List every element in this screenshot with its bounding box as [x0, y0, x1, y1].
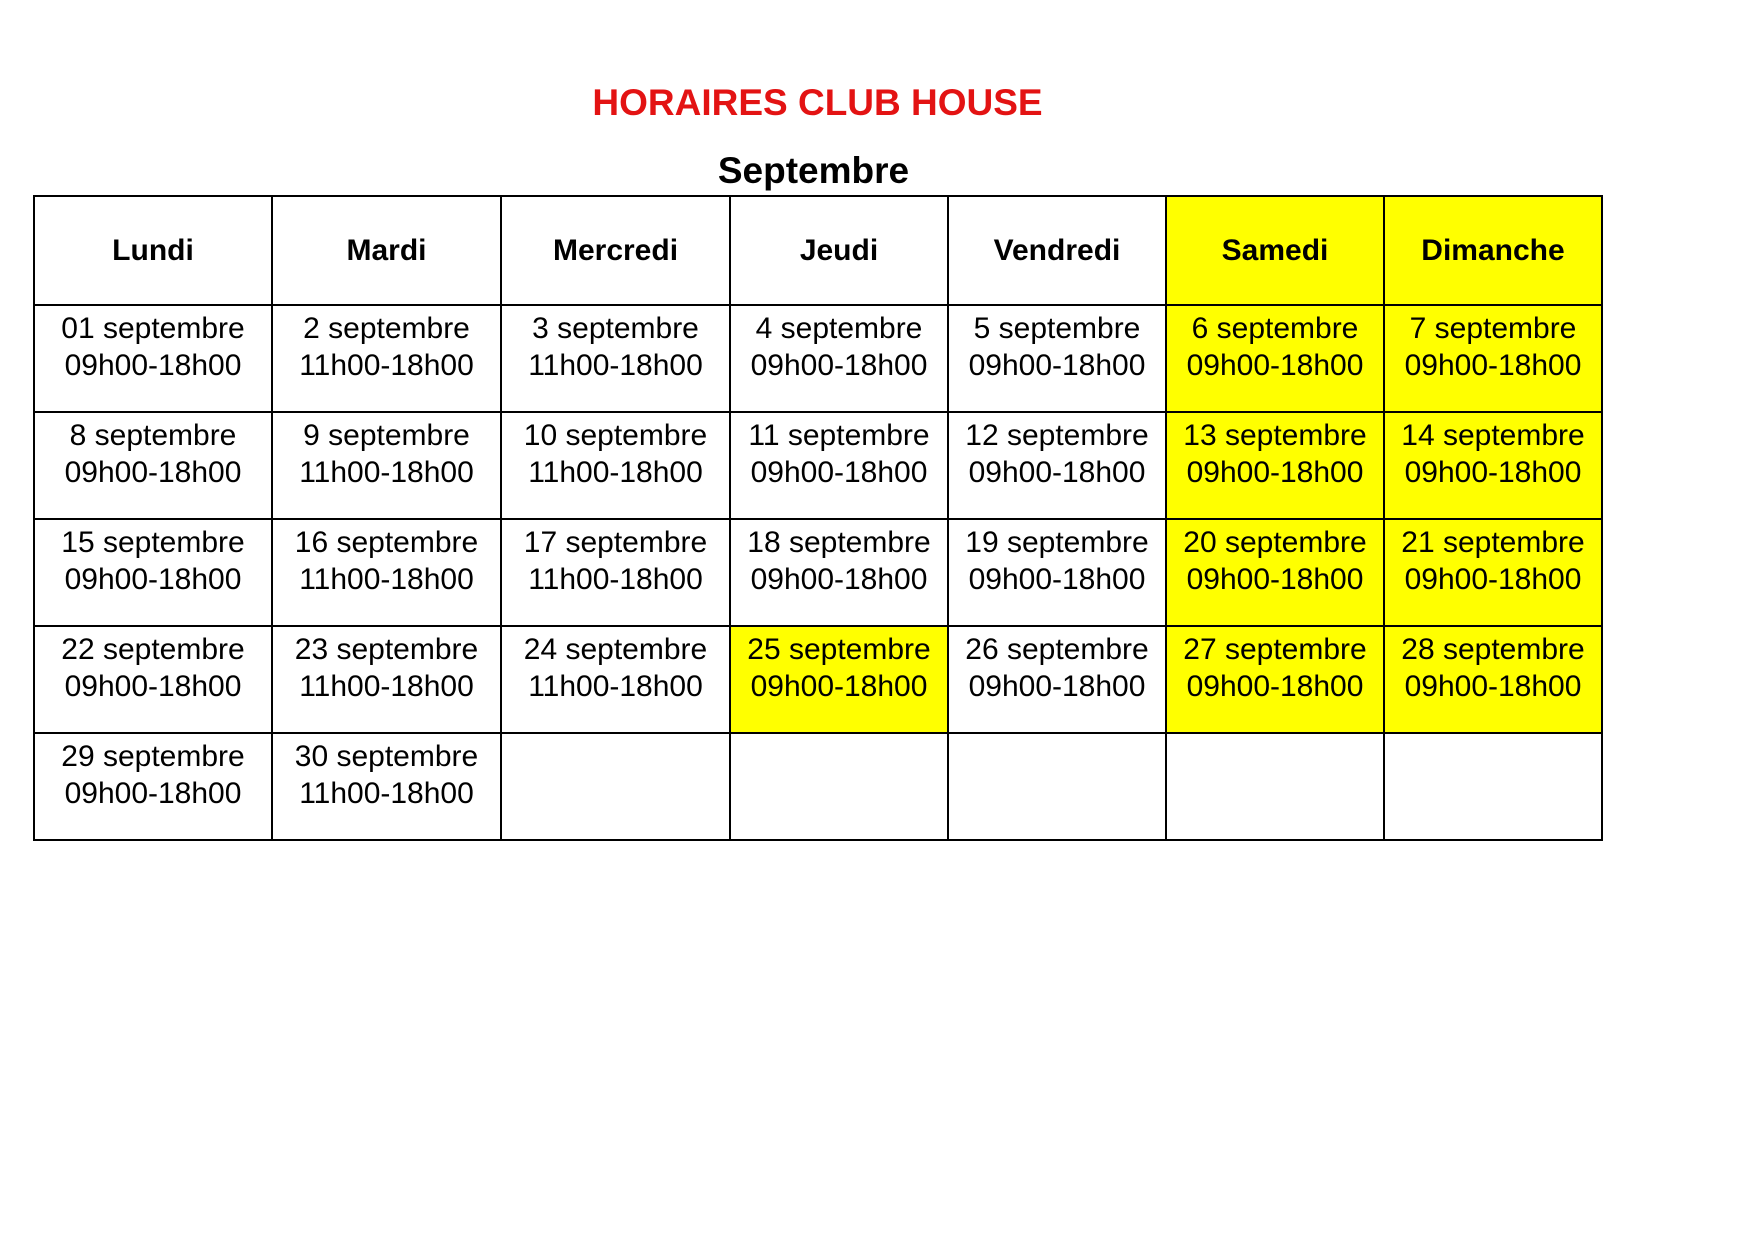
cell-hours: 11h00-18h00	[299, 456, 474, 489]
cell-date: 2 septembre	[303, 312, 470, 345]
day-cell	[948, 733, 1166, 840]
cell-date: 4 septembre	[755, 312, 923, 345]
cell-date: 29 septembre	[61, 740, 245, 773]
day-header: Lundi	[34, 196, 272, 305]
cell-date: 3 septembre	[532, 312, 699, 345]
cell-date: 19 septembre	[965, 526, 1149, 559]
day-header: Vendredi	[948, 196, 1166, 305]
day-cell	[1166, 519, 1384, 626]
cell-date: 24 septembre	[523, 633, 708, 666]
day-header: Samedi	[1166, 196, 1384, 305]
day-cell	[948, 519, 1166, 626]
cell-date: 13 septembre	[1183, 419, 1367, 452]
cell-date: 6 septembre	[1191, 312, 1359, 345]
cell-hours: 09h00-18h00	[1186, 670, 1364, 703]
day-cell	[272, 412, 501, 519]
cell-date: 12 septembre	[965, 419, 1149, 452]
day-cell	[730, 519, 948, 626]
cell-hours: 09h00-18h00	[968, 349, 1146, 382]
cell-date: 7 septembre	[1409, 312, 1577, 345]
cell-hours: 11h00-18h00	[299, 670, 474, 703]
cell-hours: 09h00-18h00	[968, 563, 1146, 596]
day-cell	[730, 305, 948, 412]
day-cell	[1166, 733, 1384, 840]
week-row	[34, 733, 1602, 840]
day-cell	[1384, 519, 1602, 626]
day-cell	[1166, 412, 1384, 519]
day-cell	[1166, 626, 1384, 733]
day-cell	[730, 733, 948, 840]
cell-hours: 09h00-18h00	[750, 670, 928, 703]
day-header: Mardi	[272, 196, 501, 305]
week-row	[34, 626, 1602, 733]
day-cell	[948, 305, 1166, 412]
day-cell	[1384, 412, 1602, 519]
cell-date: 21 septembre	[1401, 526, 1585, 559]
cell-date: 28 septembre	[1401, 633, 1585, 666]
cell-hours: 09h00-18h00	[1186, 349, 1364, 382]
cell-date: 10 septembre	[523, 419, 708, 452]
cell-date: 26 septembre	[965, 633, 1149, 666]
cell-hours: 09h00-18h00	[1404, 456, 1582, 489]
day-cell	[34, 626, 272, 733]
day-cell	[501, 412, 730, 519]
cell-date: 11 septembre	[748, 419, 930, 452]
cell-date: 15 septembre	[61, 526, 245, 559]
week-row	[34, 305, 1602, 412]
day-header: Dimanche	[1384, 196, 1602, 305]
day-cell	[501, 305, 730, 412]
month-heading: Septembre	[717, 150, 910, 191]
cell-hours: 09h00-18h00	[64, 349, 242, 382]
cell-hours: 09h00-18h00	[64, 563, 242, 596]
day-cell	[272, 519, 501, 626]
day-cell	[948, 626, 1166, 733]
cell-date: 25 septembre	[747, 633, 931, 666]
day-cell	[272, 305, 501, 412]
day-cell	[1384, 733, 1602, 840]
cell-date: 01 septembre	[61, 312, 245, 345]
cell-hours: 09h00-18h00	[968, 456, 1146, 489]
cell-date: 18 septembre	[747, 526, 931, 559]
cell-hours: 09h00-18h00	[1186, 563, 1364, 596]
cell-hours: 09h00-18h00	[64, 670, 242, 703]
cell-date: 30 septembre	[294, 740, 479, 773]
day-cell	[730, 412, 948, 519]
day-cell	[1384, 305, 1602, 412]
cell-hours: 09h00-18h00	[750, 456, 928, 489]
cell-hours: 09h00-18h00	[1404, 670, 1582, 703]
cell-hours: 09h00-18h00	[64, 456, 242, 489]
cell-hours: 09h00-18h00	[1404, 563, 1582, 596]
day-cell	[34, 733, 272, 840]
cell-date: 27 septembre	[1183, 633, 1367, 666]
day-cell	[501, 733, 730, 840]
page-title: HORAIRES CLUB HOUSE	[592, 82, 1043, 123]
schedule-table	[33, 195, 1603, 841]
day-header: Mercredi	[501, 196, 730, 305]
week-row	[34, 412, 1602, 519]
cell-hours: 11h00-18h00	[528, 670, 703, 703]
cell-hours: 09h00-18h00	[750, 349, 928, 382]
cell-hours: 11h00-18h00	[299, 349, 474, 382]
cell-hours: 11h00-18h00	[299, 563, 474, 596]
cell-hours: 11h00-18h00	[528, 349, 703, 382]
cell-date: 5 septembre	[973, 312, 1141, 345]
cell-hours: 09h00-18h00	[1404, 349, 1582, 382]
cell-date: 16 septembre	[294, 526, 479, 559]
day-cell	[948, 412, 1166, 519]
cell-date: 20 septembre	[1183, 526, 1367, 559]
day-cell	[1166, 305, 1384, 412]
day-cell	[34, 412, 272, 519]
cell-hours: 09h00-18h00	[64, 777, 242, 810]
cell-date: 22 septembre	[61, 633, 245, 666]
day-header: Jeudi	[730, 196, 948, 305]
day-cell	[501, 519, 730, 626]
cell-date: 17 septembre	[523, 526, 708, 559]
week-row	[34, 519, 1602, 626]
cell-hours: 11h00-18h00	[299, 777, 474, 810]
day-cell	[34, 519, 272, 626]
day-cell	[501, 626, 730, 733]
day-cell	[730, 626, 948, 733]
day-cell	[272, 626, 501, 733]
cell-date: 23 septembre	[294, 633, 479, 666]
cell-date: 14 septembre	[1401, 419, 1585, 452]
day-header-row	[34, 196, 1602, 305]
day-cell	[272, 733, 501, 840]
cell-hours: 09h00-18h00	[750, 563, 928, 596]
cell-hours: 09h00-18h00	[968, 670, 1146, 703]
cell-hours: 11h00-18h00	[528, 563, 703, 596]
cell-date: 9 septembre	[303, 419, 470, 452]
cell-hours: 09h00-18h00	[1186, 456, 1364, 489]
day-cell	[1384, 626, 1602, 733]
day-cell	[34, 305, 272, 412]
cell-date: 8 septembre	[69, 419, 237, 452]
cell-hours: 11h00-18h00	[528, 456, 703, 489]
